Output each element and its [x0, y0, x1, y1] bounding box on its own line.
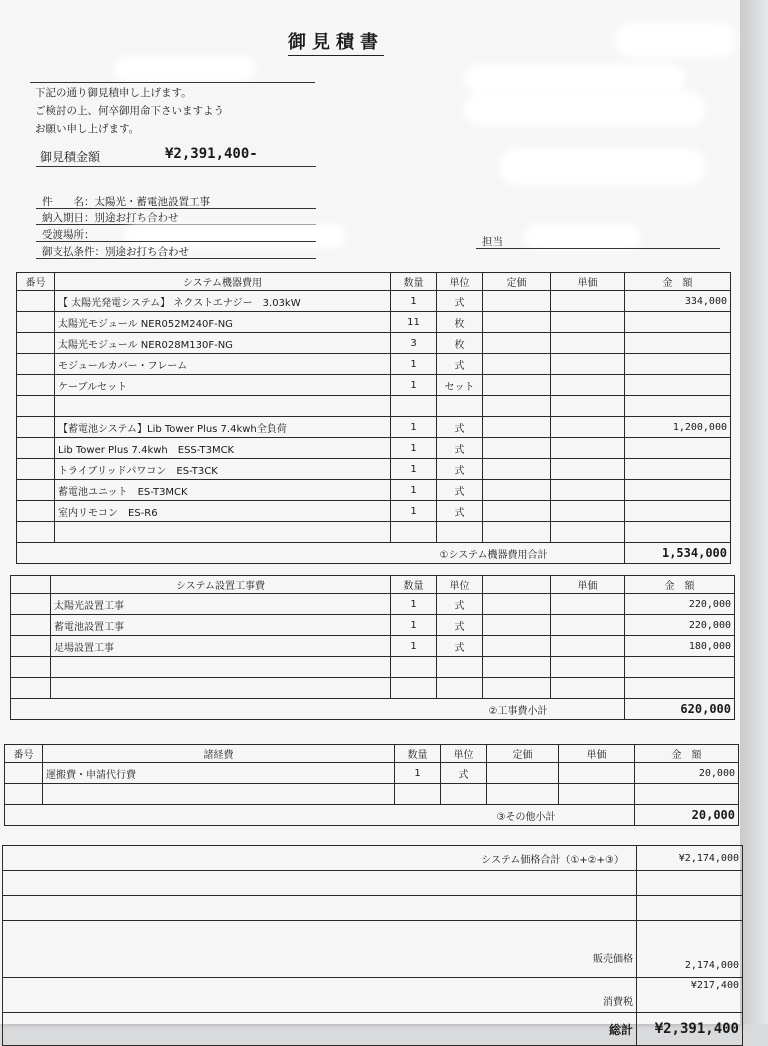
header-cell: システム設置工事費	[51, 576, 391, 594]
num-cell	[17, 375, 55, 396]
info-payment	[42, 244, 189, 259]
table-row	[17, 312, 731, 333]
list-price-cell	[483, 438, 551, 459]
info-label: 御支払条件	[42, 246, 95, 258]
list-price-cell	[483, 522, 551, 543]
qty-cell: 1	[391, 594, 437, 615]
redacted-block	[470, 70, 680, 88]
qty-cell: 1	[391, 459, 437, 480]
list-price-cell	[483, 657, 551, 678]
header-cell: 単位	[437, 576, 483, 594]
item-name-cell: Lib Tower Plus 7.4kwh ESS-T3MCK	[55, 438, 391, 459]
unit-cell: 式	[437, 501, 483, 522]
divider	[36, 241, 316, 242]
info-label: 納入期日	[42, 212, 84, 224]
table-row	[5, 784, 739, 805]
unit-price-cell	[551, 501, 625, 522]
sale-price-label: 販売価格	[3, 921, 637, 978]
header-cell: 単位	[437, 273, 483, 291]
item-name-cell	[51, 657, 391, 678]
qty-cell	[391, 657, 437, 678]
unit-cell	[441, 784, 487, 805]
tax-row	[3, 978, 743, 1013]
amount-cell: 220,000	[625, 594, 735, 615]
header-cell: 数量	[391, 576, 437, 594]
unit-price-cell	[551, 291, 625, 312]
intro-line: ご検討の上、何卒御用命下さいますよう	[35, 105, 224, 117]
unit-cell: 式	[441, 763, 487, 784]
unit-price-cell	[559, 763, 635, 784]
table-row	[17, 480, 731, 501]
subtotal-spacer	[551, 699, 625, 720]
qty-cell: 1	[391, 417, 437, 438]
table-header-row	[17, 273, 731, 291]
list-price-cell	[483, 396, 551, 417]
num-cell	[17, 438, 55, 459]
installation-table	[10, 575, 735, 720]
installation-rows	[11, 594, 735, 699]
redacted-block	[530, 230, 635, 244]
unit-price-cell	[551, 636, 625, 657]
blank-cell	[3, 871, 637, 896]
redacted-block	[505, 154, 700, 180]
unit-price-cell	[551, 417, 625, 438]
num-cell	[11, 678, 51, 699]
table-row	[17, 375, 731, 396]
item-name-cell: 蓄電池設置工事	[51, 615, 391, 636]
header-cell	[11, 576, 51, 594]
list-price-cell	[483, 312, 551, 333]
grand-total-label: 総計	[3, 1013, 637, 1046]
info-value: ：別途お打ち合わせ	[94, 246, 189, 258]
unit-price-cell	[551, 522, 625, 543]
intro-line: お願い申し上げます。	[35, 123, 140, 135]
amount-cell	[625, 657, 735, 678]
header-cell: 定価	[483, 273, 551, 291]
unit-cell: 式	[437, 291, 483, 312]
subtotal-row	[17, 543, 731, 564]
unit-price-cell	[551, 678, 625, 699]
subtotal-row	[11, 699, 735, 720]
unit-price-cell	[551, 375, 625, 396]
num-cell	[17, 522, 55, 543]
item-name-cell	[43, 784, 395, 805]
header-cell: 単価	[559, 745, 635, 763]
amount-cell	[625, 678, 735, 699]
list-price-cell	[483, 594, 551, 615]
unit-price-cell	[551, 438, 625, 459]
estimate-amount-value: ¥2,391,400-	[165, 146, 258, 162]
unit-price-cell	[551, 312, 625, 333]
num-cell	[11, 615, 51, 636]
unit-cell: 式	[437, 438, 483, 459]
table-header-row	[11, 576, 735, 594]
list-price-cell	[483, 354, 551, 375]
blank-row	[3, 896, 743, 921]
unit-price-cell	[551, 615, 625, 636]
header-cell: 金 額	[625, 273, 731, 291]
header-cell: 単価	[551, 576, 625, 594]
amount-cell	[635, 784, 739, 805]
qty-cell: 1	[391, 501, 437, 522]
list-price-cell	[487, 763, 559, 784]
info-subject	[42, 194, 210, 209]
num-cell	[17, 480, 55, 501]
item-name-cell: トライブリッドパワコン ES-T3CK	[55, 459, 391, 480]
table-row	[17, 333, 731, 354]
unit-price-cell	[551, 459, 625, 480]
item-name-cell: 【 太陽光発電システム】 ネクストエナジー 3.03kW	[55, 291, 391, 312]
redacted-block	[120, 62, 250, 76]
unit-price-cell	[551, 396, 625, 417]
amount-cell: 180,000	[625, 636, 735, 657]
divider	[36, 166, 316, 167]
amount-cell	[625, 333, 731, 354]
qty-cell	[395, 784, 441, 805]
amount-cell	[625, 375, 731, 396]
unit-cell: 式	[437, 636, 483, 657]
info-location	[42, 227, 95, 242]
subtotal-spacer	[559, 805, 635, 826]
num-cell	[17, 354, 55, 375]
tax-label: 消費税	[3, 978, 637, 1013]
subtotal-spacer	[551, 543, 625, 564]
subtotal-label: ③その他小計	[5, 805, 559, 826]
sale-price-row	[3, 921, 743, 978]
num-cell	[17, 312, 55, 333]
list-price-cell	[483, 480, 551, 501]
list-price-cell	[483, 417, 551, 438]
header-cell: 金 額	[625, 576, 735, 594]
list-price-cell	[483, 375, 551, 396]
item-name-cell: 太陽光モジュール NER028M130F-NG	[55, 333, 391, 354]
info-label: 受渡場所	[42, 229, 84, 241]
list-price-cell	[483, 501, 551, 522]
qty-cell: 1	[391, 615, 437, 636]
divider	[36, 224, 316, 225]
amount-cell: 20,000	[635, 763, 739, 784]
qty-cell: 1	[391, 375, 437, 396]
unit-price-cell	[551, 333, 625, 354]
divider	[36, 208, 316, 209]
unit-price-cell	[551, 480, 625, 501]
blank-cell	[3, 896, 637, 921]
unit-price-cell	[559, 784, 635, 805]
grand-total-value: ¥2,391,400	[637, 1013, 743, 1046]
table-row	[17, 501, 731, 522]
item-name-cell: 運搬費・申請代行費	[43, 763, 395, 784]
list-price-cell	[483, 678, 551, 699]
item-name-cell: モジュールカバー・フレーム	[55, 354, 391, 375]
expenses-rows	[5, 763, 739, 805]
item-name-cell: 太陽光設置工事	[51, 594, 391, 615]
header-cell	[483, 576, 551, 594]
redacted-block	[620, 28, 730, 52]
header-cell: 番号	[17, 273, 55, 291]
divider	[476, 248, 720, 249]
item-name-cell: 足場設置工事	[51, 636, 391, 657]
table-row	[11, 636, 735, 657]
blank-cell	[637, 896, 743, 921]
unit-cell: 式	[437, 417, 483, 438]
qty-cell: 1	[391, 636, 437, 657]
table-row	[17, 396, 731, 417]
qty-cell: 1	[395, 763, 441, 784]
amount-cell: 220,000	[625, 615, 735, 636]
num-cell	[17, 333, 55, 354]
equipment-rows	[17, 291, 731, 543]
totals-table	[2, 845, 743, 1046]
unit-cell: 式	[437, 594, 483, 615]
item-name-cell	[55, 396, 391, 417]
qty-cell: 1	[391, 438, 437, 459]
header-cell: 単価	[551, 273, 625, 291]
qty-cell	[391, 522, 437, 543]
table-row	[11, 594, 735, 615]
unit-cell	[437, 678, 483, 699]
table-row	[17, 354, 731, 375]
sale-price-value: 2,174,000	[637, 921, 743, 978]
num-cell	[5, 763, 43, 784]
amount-cell	[625, 501, 731, 522]
intro-text	[35, 84, 224, 138]
document-title: 御見積書	[288, 28, 384, 56]
amount-cell	[625, 396, 731, 417]
unit-cell	[437, 396, 483, 417]
header-cell: 単位	[441, 745, 487, 763]
num-cell	[17, 396, 55, 417]
unit-cell: 式	[437, 615, 483, 636]
unit-price-cell	[551, 594, 625, 615]
system-total-label: システム価格合計（①+②+③）	[3, 846, 637, 871]
num-cell	[11, 636, 51, 657]
unit-cell: セット	[437, 375, 483, 396]
unit-price-cell	[551, 354, 625, 375]
qty-cell	[391, 678, 437, 699]
estimate-amount-label: 御見積金額	[40, 150, 101, 164]
divider	[30, 82, 315, 83]
header-cell: 番号	[5, 745, 43, 763]
subtotal-value: 620,000	[625, 699, 735, 720]
item-name-cell: 室内リモコン ES-R6	[55, 501, 391, 522]
info-value: ：別途お打ち合わせ	[84, 212, 179, 224]
list-price-cell	[483, 333, 551, 354]
num-cell	[17, 501, 55, 522]
system-total-row	[3, 846, 743, 871]
table-row	[11, 678, 735, 699]
subtotal-label: ②工事費小計	[11, 699, 551, 720]
info-value: ：太陽光・蓄電池設置工事	[84, 196, 210, 208]
intro-line: 下記の通り御見積申し上げます。	[35, 87, 192, 99]
amount-cell: 334,000	[625, 291, 731, 312]
amount-cell	[625, 438, 731, 459]
tax-value: ¥217,400	[637, 978, 743, 1013]
table-row	[5, 763, 739, 784]
item-name-cell: 【蓄電池システム】Lib Tower Plus 7.4kwh全負荷	[55, 417, 391, 438]
num-cell	[11, 594, 51, 615]
table-row	[17, 417, 731, 438]
list-price-cell	[483, 636, 551, 657]
list-price-cell	[483, 459, 551, 480]
subtotal-value: 20,000	[635, 805, 739, 826]
num-cell	[5, 784, 43, 805]
header-cell: 数量	[391, 273, 437, 291]
unit-cell	[437, 657, 483, 678]
table-row	[11, 657, 735, 678]
info-delivery	[42, 210, 179, 225]
unit-cell: 式	[437, 480, 483, 501]
header-cell: 金 額	[635, 745, 739, 763]
info-label: 件 名	[42, 196, 84, 208]
amount-cell	[625, 312, 731, 333]
num-cell	[11, 657, 51, 678]
grand-total-row	[3, 1013, 743, 1046]
expenses-table	[4, 744, 739, 826]
qty-cell: 1	[391, 354, 437, 375]
header-cell: 数量	[395, 745, 441, 763]
num-cell	[17, 291, 55, 312]
item-name-cell: ケーブルセット	[55, 375, 391, 396]
subtotal-value: 1,534,000	[625, 543, 731, 564]
blank-cell	[637, 871, 743, 896]
staff-label: 担当	[482, 236, 503, 248]
num-cell	[17, 459, 55, 480]
qty-cell: 11	[391, 312, 437, 333]
qty-cell	[391, 396, 437, 417]
header-cell: 定価	[487, 745, 559, 763]
amount-cell	[625, 354, 731, 375]
info-value: ：	[84, 229, 95, 241]
header-cell: 諸経費	[43, 745, 395, 763]
table-row	[17, 438, 731, 459]
item-name-cell: 蓄電池ユニット ES-T3MCK	[55, 480, 391, 501]
unit-cell: 枚	[437, 333, 483, 354]
amount-cell	[625, 459, 731, 480]
divider	[36, 258, 316, 259]
qty-cell: 3	[391, 333, 437, 354]
header-cell: システム機器費用	[55, 273, 391, 291]
subtotal-row	[5, 805, 739, 826]
equipment-table	[16, 272, 731, 564]
item-name-cell: 太陽光モジュール NER052M240F-NG	[55, 312, 391, 333]
unit-cell: 式	[437, 459, 483, 480]
paper-edge	[740, 0, 768, 1024]
unit-cell: 枚	[437, 312, 483, 333]
blank-row	[3, 871, 743, 896]
item-name-cell	[51, 678, 391, 699]
unit-price-cell	[551, 657, 625, 678]
list-price-cell	[487, 784, 559, 805]
table-row	[11, 615, 735, 636]
amount-cell	[625, 480, 731, 501]
table-row	[17, 291, 731, 312]
table-header-row	[5, 745, 739, 763]
amount-cell	[625, 522, 731, 543]
num-cell	[17, 417, 55, 438]
system-total-value: ¥2,174,000	[637, 846, 743, 871]
list-price-cell	[483, 291, 551, 312]
subtotal-label: ①システム機器費用合計	[17, 543, 551, 564]
table-row	[17, 459, 731, 480]
redacted-block	[470, 98, 700, 120]
table-row	[17, 522, 731, 543]
amount-cell: 1,200,000	[625, 417, 731, 438]
qty-cell: 1	[391, 291, 437, 312]
unit-cell	[437, 522, 483, 543]
list-price-cell	[483, 615, 551, 636]
item-name-cell	[55, 522, 391, 543]
qty-cell: 1	[391, 480, 437, 501]
unit-cell: 式	[437, 354, 483, 375]
